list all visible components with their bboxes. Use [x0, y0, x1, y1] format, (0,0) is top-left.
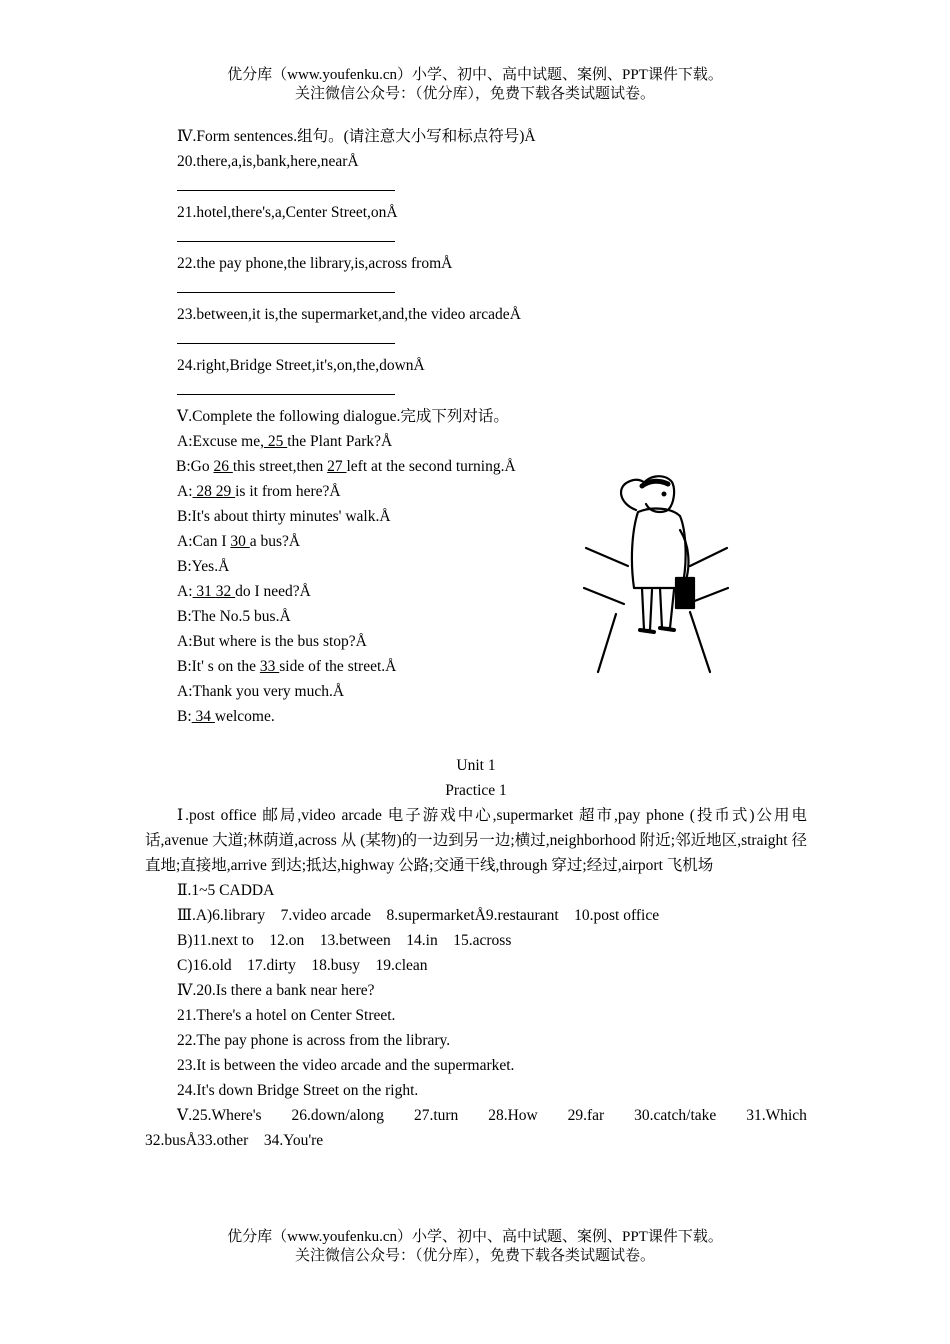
answers-section-5-row: [145, 1103, 807, 1128]
question-20: 20.there,a,is,bank,here,nearÅ: [177, 153, 359, 170]
dialogue-line: B:Yes.Å: [177, 558, 230, 575]
answer-item: 27.turn: [413, 1107, 459, 1124]
header-line-2: 关注微信公众号：（优分库），免费下载各类试题试卷。: [294, 86, 655, 102]
answer-item: 26.down/along: [291, 1107, 385, 1124]
eye: [663, 493, 666, 496]
blank-26: 26: [213, 458, 233, 475]
right-shoe: [660, 628, 674, 630]
answers-section-4-20: Ⅳ.20.Is there a bank near here?: [177, 982, 375, 999]
header-line-1: 优分库（www.youfenku.cn）小学、初中、高中试题、案例、PPT课件下载。: [227, 67, 723, 83]
answer-item: 30.catch/take: [634, 1107, 717, 1124]
blank-29: 29: [215, 483, 236, 500]
answer-item: 29.far: [567, 1107, 605, 1124]
answers-practice-title: Practice 1: [445, 782, 507, 799]
blank-25: 25: [263, 433, 288, 450]
footer-line-2: 关注微信公众号：（优分库），免费下载各类试题试卷。: [294, 1248, 655, 1264]
left-shoe: [640, 630, 654, 632]
answers-section-4-22: 22.The pay phone is across from the library.: [177, 1032, 451, 1049]
answers-unit-title: Unit 1: [456, 757, 496, 774]
dialogue-line: B:Go 26 this street,then 27 left at the second turning.Å: [176, 458, 516, 475]
answers-section-1: Ⅰ.post office 邮局,video arcade 电子游戏中心,supermarket 超市,pay phone (投币式)公用电话,avenue 大道;林荫道,across 从 (某物)的一边到另一边;横过,neighborhood 附近;邻近地区,straight 径直地;直接地,arrive 到达;抵达,highway 公路;交通干线,through 穿过;经过,airport 飞机场: [145, 807, 807, 874]
dialogue-line: A:Thank you very much.Å: [177, 683, 345, 700]
dialogue-line: A: 28 29 is it from here?Å: [177, 483, 341, 500]
road-line: [690, 612, 710, 672]
question-22: 22.the pay phone,the library,is,across fromÅ: [177, 255, 453, 272]
page-footer: [0, 1228, 950, 1266]
answer-line-24: [177, 378, 395, 395]
answer-item: 31.Which: [746, 1107, 807, 1124]
footer-line-1: 优分库（www.youfenku.cn）小学、初中、高中试题、案例、PPT课件下载。: [227, 1229, 723, 1245]
briefcase: [676, 578, 694, 608]
answers-section-2: Ⅱ.1~5 CADDA: [177, 882, 275, 899]
blank-28: 28: [192, 483, 216, 500]
blank-30: 30: [230, 533, 250, 550]
right-leg: [660, 588, 674, 628]
blank-32: 32: [215, 583, 236, 600]
dialogue-line: B:The No.5 bus.Å: [177, 608, 291, 625]
road-line: [690, 548, 727, 566]
answer-line-20: [177, 174, 395, 191]
jacket: [632, 509, 686, 588]
dialogue-line: A:Can I 30 a bus?Å: [177, 533, 301, 550]
dialogue-line: A:But where is the bus stop?Å: [177, 633, 367, 650]
question-21: 21.hotel,there's,a,Center Street,onÅ: [177, 204, 398, 221]
question-23: 23.between,it is,the supermarket,and,the video arcadeÅ: [177, 306, 521, 323]
dialogue-line: B:It's about thirty minutes' walk.Å: [177, 508, 391, 525]
confused-man-illustration: [580, 470, 730, 680]
blank-34: 34: [191, 708, 215, 725]
answer-item: 28.How: [488, 1107, 538, 1124]
blank-27: 27: [327, 458, 347, 475]
blank-31: 31: [192, 583, 216, 600]
road-line: [584, 588, 624, 604]
section-5-title: Ⅴ.Complete the following dialogue.完成下列对话。: [177, 408, 509, 425]
answer-line-22: [177, 276, 395, 293]
road-line: [586, 548, 628, 566]
answers-section-3a: Ⅲ.A)6.library 7.video arcade 8.supermarketÅ9.restaurant 10.post office: [177, 907, 660, 924]
answer-line-23: [177, 327, 395, 344]
road-line: [692, 588, 728, 602]
road-line: [598, 614, 616, 672]
answers-section-5-line2: 32.busÅ33.other 34.You're: [145, 1132, 324, 1149]
answers-section-4-21: 21.There's a hotel on Center Street.: [177, 1007, 396, 1024]
answers-section-3b: B)11.next to 12.on 13.between 14.in 15.across: [177, 932, 512, 949]
answer-line-21: [177, 225, 395, 242]
dialogue-line: B:It' s on the 33 side of the street.Å: [177, 658, 397, 675]
answers-section-3c: C)16.old 17.dirty 18.busy 19.clean: [177, 957, 428, 974]
answers-section-4-23: 23.It is between the video arcade and the supermarket.: [177, 1057, 515, 1074]
answer-item: Ⅴ.25.Where's: [177, 1107, 262, 1124]
blank-33: 33: [259, 658, 280, 675]
question-24: 24.right,Bridge Street,it's,on,the,downÅ: [177, 357, 425, 374]
section-4-title: Ⅳ.Form sentences.组句。(请注意大小写和标点符号)Å: [177, 128, 536, 145]
answers-section-4-24: 24.It's down Bridge Street on the right.: [177, 1082, 419, 1099]
dialogue-line: B: 34 welcome.: [177, 708, 275, 725]
page-header: [0, 66, 950, 104]
dialogue-line: A:Excuse me, 25 the Plant Park?Å: [177, 433, 393, 450]
left-leg: [642, 588, 652, 630]
dialogue-line: A: 31 32 do I need?Å: [177, 583, 311, 600]
